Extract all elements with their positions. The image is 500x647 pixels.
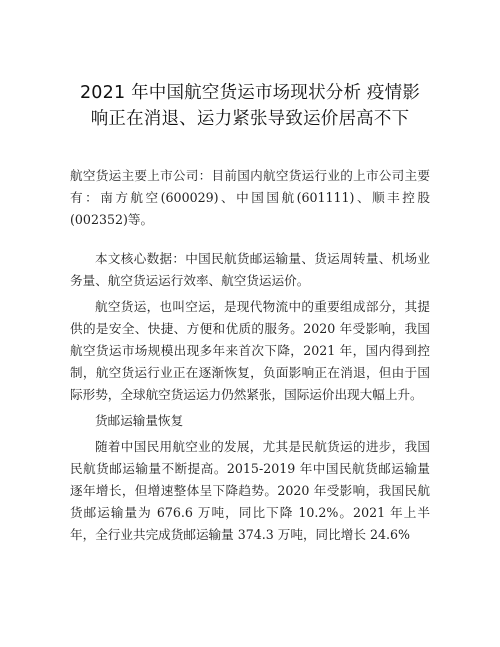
document-body — [70, 165, 430, 546]
paragraph-core-data: 本文核心数据：中国民航货邮运输量、货运周转量、机场业务量、航空货运运行效率、航空货运运价。 — [70, 251, 430, 288]
paragraph-air-cargo-overview: 航空货运，也叫空运，是现代物流中的重要组成部分，其提供的是安全、快捷、方便和优质的服务。2020 年受影响，我国航空货运市场规模出现多年来首次下降，2021 年，国内得到控制，航空货运行业正在逐渐恢复，负面影响正在消退，但由于国际形势，全球航空货运运力仍然紧张，国际运价出现大幅上升。 — [70, 299, 430, 402]
section-heading-cargo-recovery: 货邮运输量恢复 — [95, 413, 184, 428]
title-line-1: 2021 年中国航空货运市场现状分析 疫情影 — [79, 83, 421, 103]
title-line-2: 响正在消退、运力紧张导致运价居高不下 — [90, 109, 410, 129]
document-title — [70, 80, 430, 132]
paragraph-cargo-volume: 随着中国民用航空业的发展，尤其是民航货运的进步，我国民航货邮运输量不断提高。2015-2019 年中国民航货邮运输量逐年增长，但增速整体呈下降趋势。2020 年受影响，我国民航货邮运输量为 676.6 万吨，同比下降 10.2%。2021 年上半年，全行业共完成货邮运输量 374.3 万吨，同比增长 24.6% — [70, 439, 430, 542]
paragraph-listed-companies: 航空货运主要上市公司：目前国内航空货运行业的上市公司主要有：南方航空(600029)、中国国航(601111)、顺丰控股(002352)等。 — [70, 168, 430, 227]
